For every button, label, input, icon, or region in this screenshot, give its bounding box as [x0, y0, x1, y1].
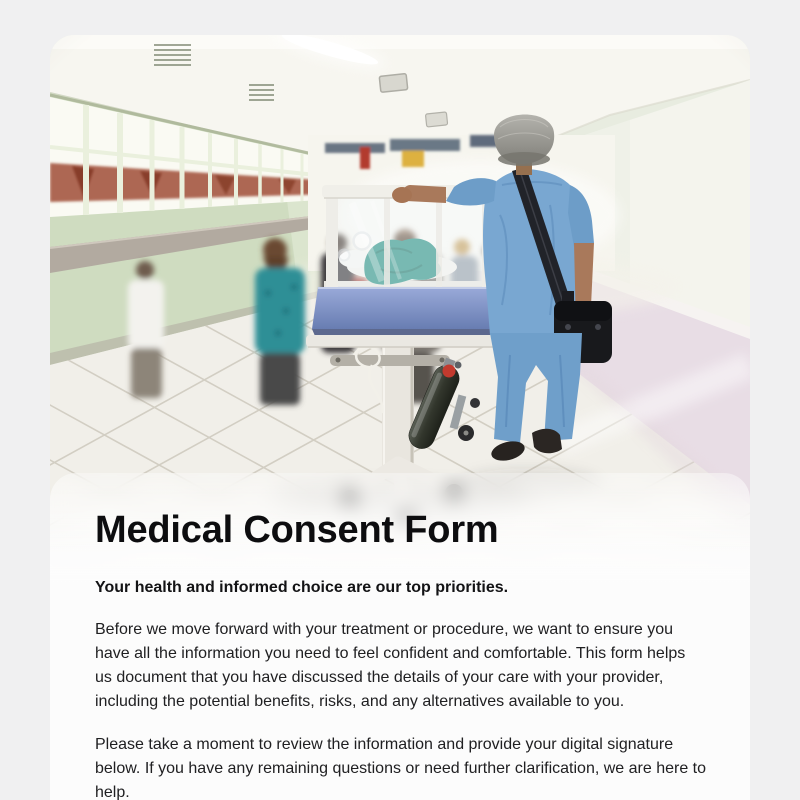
page-title: Medical Consent Form — [95, 509, 499, 551]
intro-paragraph-2: Please take a moment to review the information and provide your digital signature below. If you have any remaining questions or need further clarification, we are here to help. — [95, 735, 707, 800]
intro-paragraph-1: Before we move forward with your treatment or procedure, we want to ensure you have all the information you need to feel confident and comfortable. This form helps us document that you have discussed the details of your care with your provider, including the potential benefits, risks, and any alternatives available to you. — [95, 620, 686, 710]
intro-heading: Your health and informed choice are our top priorities. — [95, 579, 509, 597]
consent-card — [50, 473, 750, 800]
